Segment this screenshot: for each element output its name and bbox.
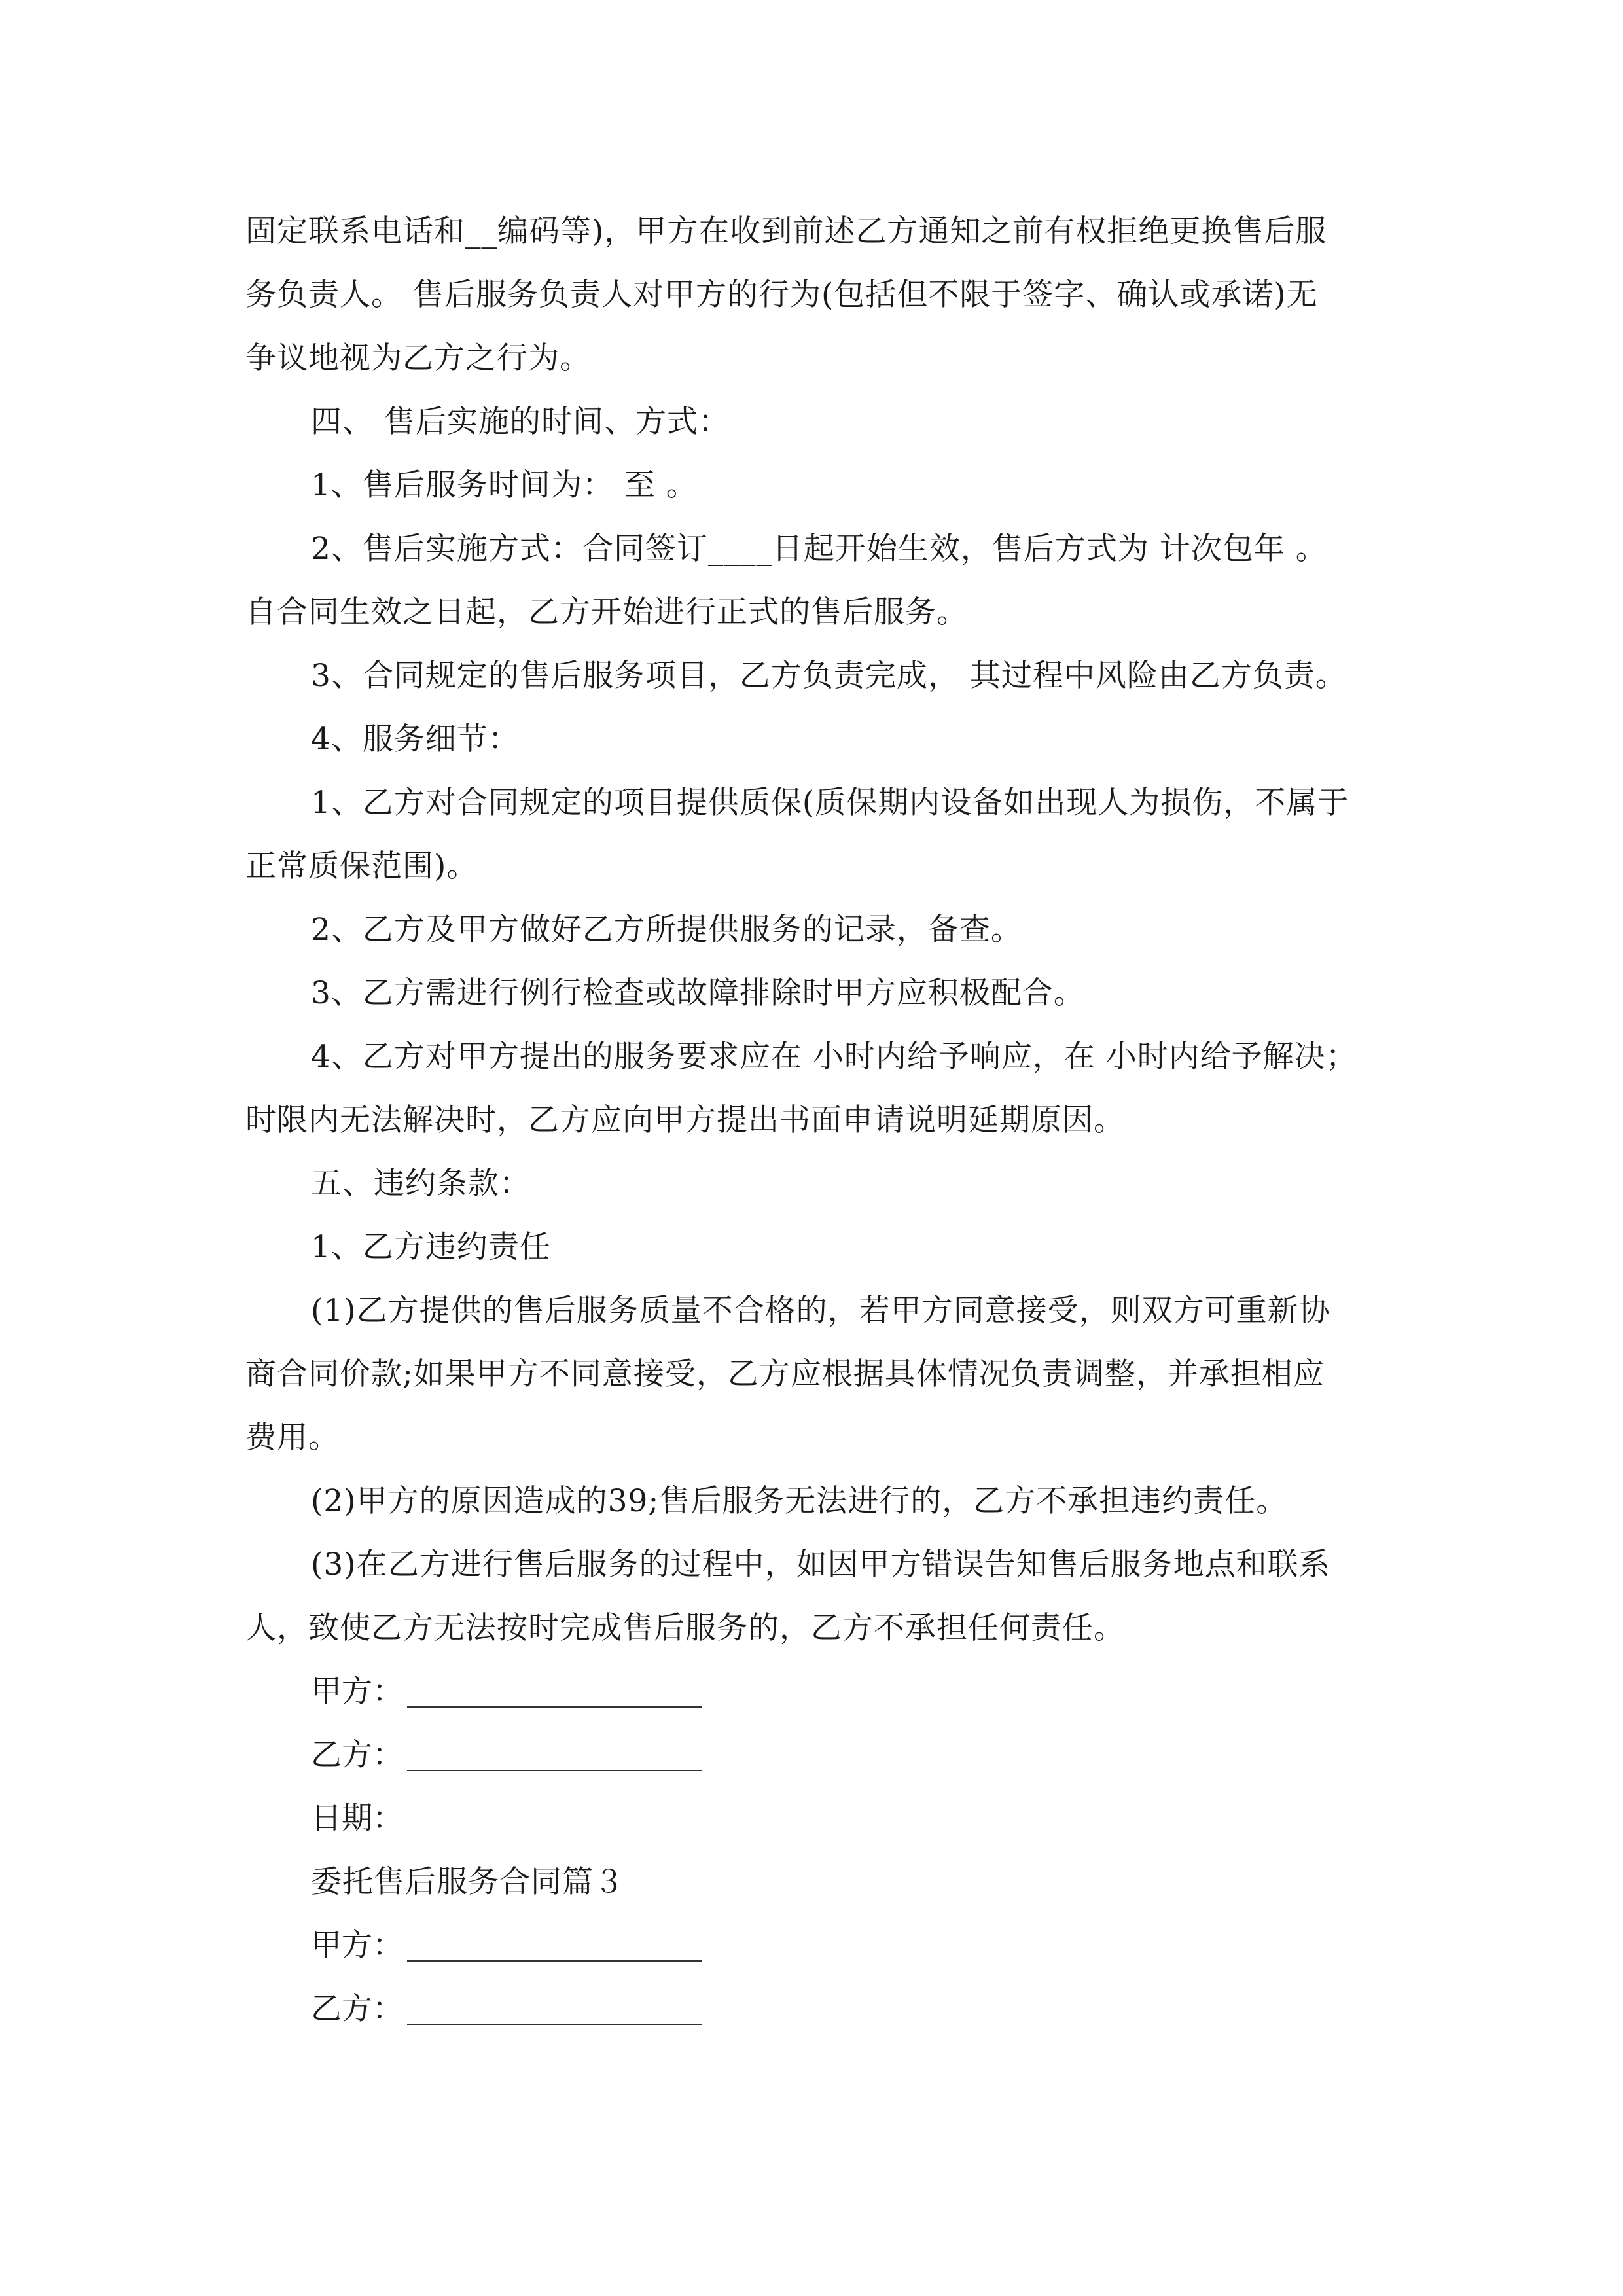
text-line: (1)乙方提供的售后服务质量不合格的，若甲方同意接受，则双方可重新协 xyxy=(311,1293,1330,1329)
signature-label: 乙方： xyxy=(311,1991,403,2027)
text-line: 3、合同规定的售后服务项目，乙方负责完成， 其过程中风险由乙方负责。 xyxy=(311,658,1347,694)
signature-party-b xyxy=(245,1977,1381,2041)
signature-label: 甲方： xyxy=(311,1928,403,1964)
text-line: 4、乙方对甲方提出的服务要求应在 小时内给予响应，在 小时内给予解决； xyxy=(311,1039,1357,1075)
signature-blank xyxy=(407,2024,702,2025)
signature-party-a xyxy=(245,1914,1381,1977)
section-heading: 五、违约条款： xyxy=(311,1166,531,1202)
text-line: 争议地视为乙方之行为。 xyxy=(245,340,591,376)
text-line: 固定联系电话和__编码等)，甲方在收到前述乙方通知之前有权拒绝更换售后服 xyxy=(245,213,1327,249)
text-line: (2)甲方的原因造成的39;售后服务无法进行的，乙方不承担违约责任。 xyxy=(311,1483,1288,1519)
signature-label: 乙方： xyxy=(311,1737,403,1773)
text-line: 务负责人。 售后服务负责人对甲方的行为(包括但不限于签字、确认或承诺)无 xyxy=(245,277,1318,313)
text-line: 1、乙方违约责任 xyxy=(311,1229,551,1265)
signature-party-a xyxy=(245,1660,1381,1723)
signature-blank xyxy=(407,1770,702,1771)
text-line: 2、售后实施方式：合同签订____日起开始生效，售后方式为 计次包年 。 xyxy=(311,531,1327,567)
text-line: 时限内无法解决时，乙方应向甲方提出书面申请说明延期原因。 xyxy=(245,1102,1125,1138)
text-line: 4、服务细节： xyxy=(311,721,520,757)
next-document-title: 委托售后服务合同篇３ xyxy=(311,1864,625,1900)
signature-blank xyxy=(407,1706,702,1708)
date-row xyxy=(245,1787,1381,1850)
text-line: 正常质保范围)。 xyxy=(245,848,478,884)
text-line: (3)在乙方进行售后服务的过程中，如因甲方错误告知售后服务地点和联系 xyxy=(311,1547,1330,1583)
text-line: 2、乙方及甲方做好乙方所提供服务的记录，备查。 xyxy=(311,912,1022,948)
signature-label: 甲方： xyxy=(311,1674,403,1710)
text-line: 1、售后服务时间为： 至 。 xyxy=(311,467,698,503)
date-label: 日期： xyxy=(311,1801,403,1837)
text-line: 自合同生效之日起，乙方开始进行正式的售后服务。 xyxy=(245,594,968,630)
section-heading: 四、 售后实施的时间、方式： xyxy=(311,404,730,440)
text-line: 3、乙方需进行例行检查或故障排除时甲方应积极配合。 xyxy=(311,975,1085,1011)
signature-blank xyxy=(407,1960,702,1962)
signature-party-b xyxy=(245,1723,1381,1787)
text-line: 商合同价款;如果甲方不同意接受，乙方应根据具体情况负责调整，并承担相应 xyxy=(245,1356,1325,1392)
text-line: 费用。 xyxy=(245,1420,340,1456)
document-body xyxy=(245,200,1381,2041)
text-line: 1、乙方对合同规定的项目提供质保(质保期内设备如出现人为损伤，不属于 xyxy=(311,785,1349,821)
text-line: 人，致使乙方无法按时完成售后服务的，乙方不承担任何责任。 xyxy=(245,1610,1125,1646)
